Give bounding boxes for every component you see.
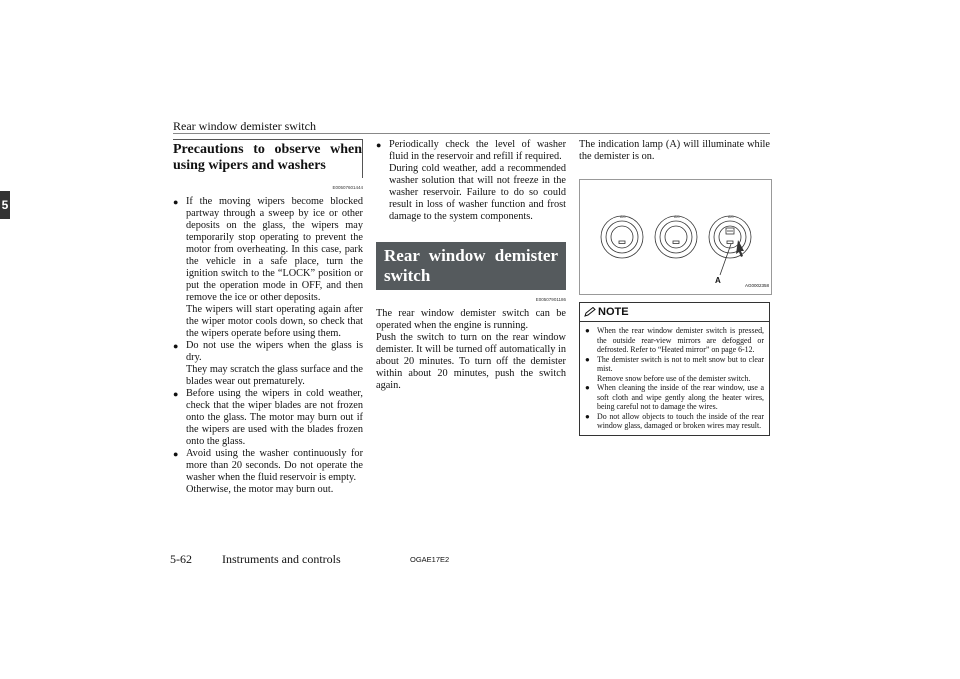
bullet-item bbox=[173, 340, 363, 388]
chapter-tab: 5 bbox=[0, 191, 10, 219]
bullet-item bbox=[173, 196, 363, 340]
running-header: Rear window demister switch bbox=[173, 119, 316, 133]
column-3 bbox=[579, 139, 770, 436]
note-text: ● When the rear window demister switch is pressed, the outside rear-view mirrors are defogged or defrosted. Refer to “Heated mirror” on page 6-12. bbox=[597, 326, 764, 354]
section-code: E00507901186 bbox=[535, 297, 566, 302]
note-text: Remove snow before use of the demister switch. bbox=[597, 373, 751, 383]
callout-label: A bbox=[715, 276, 721, 285]
svg-text:A/C: A/C bbox=[620, 215, 626, 219]
bullet-item bbox=[376, 139, 566, 223]
bullet-item bbox=[173, 448, 363, 496]
section-name: Instruments and controls bbox=[222, 552, 341, 566]
pencil-note-icon bbox=[584, 307, 596, 317]
note-item bbox=[585, 355, 764, 384]
note-item bbox=[585, 383, 764, 412]
document-code: OGAE17E2 bbox=[410, 555, 450, 564]
paragraph: Push the switch to turn on the rear window demister. It will be turned off automatically in about 20 minutes. To turn off the demister within about 20 minutes, push the switch again. bbox=[376, 332, 566, 391]
paragraph: The rear window demister switch can be operated when the engine is running. bbox=[376, 308, 566, 331]
note-item bbox=[585, 326, 764, 355]
page-number: 5-62 bbox=[170, 552, 192, 566]
bullet-text: ● Avoid using the washer continuously for more than 20 seconds. Do not operate the washer when the fluid reservoir is empty. bbox=[186, 448, 363, 483]
section-heading-wipers: Precautions to observe when using wipers and washers bbox=[173, 139, 363, 178]
figure-code: AG0002358 bbox=[744, 283, 769, 288]
section-code: E00507601444 bbox=[332, 185, 363, 190]
note-text: ● When cleaning the inside of the rear window, use a soft cloth and wipe gently along the heater wires, being careful not to damage the wires. bbox=[597, 383, 764, 411]
note-text: ● The demister switch is not to melt snow but to clear mist. bbox=[597, 354, 764, 373]
bullet-item bbox=[173, 388, 363, 448]
bullet-text: ● Before using the wipers in cold weather, check that the wiper blades are not frozen onto the glass. The motor may burn out if the wipers are used with the blades frozen onto the glass. bbox=[186, 388, 363, 447]
note-title bbox=[580, 306, 769, 322]
demister-switch-figure bbox=[579, 179, 772, 295]
header-rule bbox=[173, 133, 770, 134]
bullet-text: ● Do not use the wipers when the glass is dry. bbox=[186, 340, 363, 363]
bullet-text: ● Periodically check the level of washer fluid in the reservoir and refill if required. bbox=[389, 139, 566, 162]
bullet-text: They may scratch the glass surface and the blades wear out prematurely. bbox=[186, 364, 363, 387]
note-box bbox=[579, 302, 770, 436]
svg-text:A/C: A/C bbox=[674, 215, 680, 219]
switch-panel-illustration bbox=[580, 180, 771, 294]
svg-text:A/C: A/C bbox=[728, 215, 734, 219]
note-text: ● Do not allow objects to touch the inside of the rear window glass, damaged or broken wires may result. bbox=[597, 411, 764, 430]
note-item bbox=[585, 412, 764, 431]
bullet-text: During cold weather, add a recommended washer solution that will not freeze in the washer reservoir. Failure to do so could result in loss of washer function and frost damage to the system components. bbox=[389, 163, 566, 222]
note-title-text: NOTE bbox=[598, 306, 629, 318]
bullet-text: The wipers will start operating again after the wiper motor cools down, so check that the wipers operate before using them. bbox=[186, 304, 363, 339]
column-2 bbox=[376, 139, 566, 392]
figure-intro: The indication lamp (A) will illuminate while the demister is on. bbox=[579, 139, 770, 162]
bullet-text: Otherwise, the motor may burn out. bbox=[186, 484, 334, 495]
bullet-text: ● If the moving wipers become blocked partway through a sweep by ice or other deposits on the glass, the wipers may temporarily stop operating to prevent the motor from overheating. In this case, park the vehicle in a safe place, turn the ignition switch to the “LOCK” position or put the operation mode in OFF, and then remove the ice or other deposits. bbox=[186, 196, 363, 303]
column-1 bbox=[173, 139, 363, 496]
section-heading-demister: Rear window demister switch bbox=[376, 242, 566, 290]
